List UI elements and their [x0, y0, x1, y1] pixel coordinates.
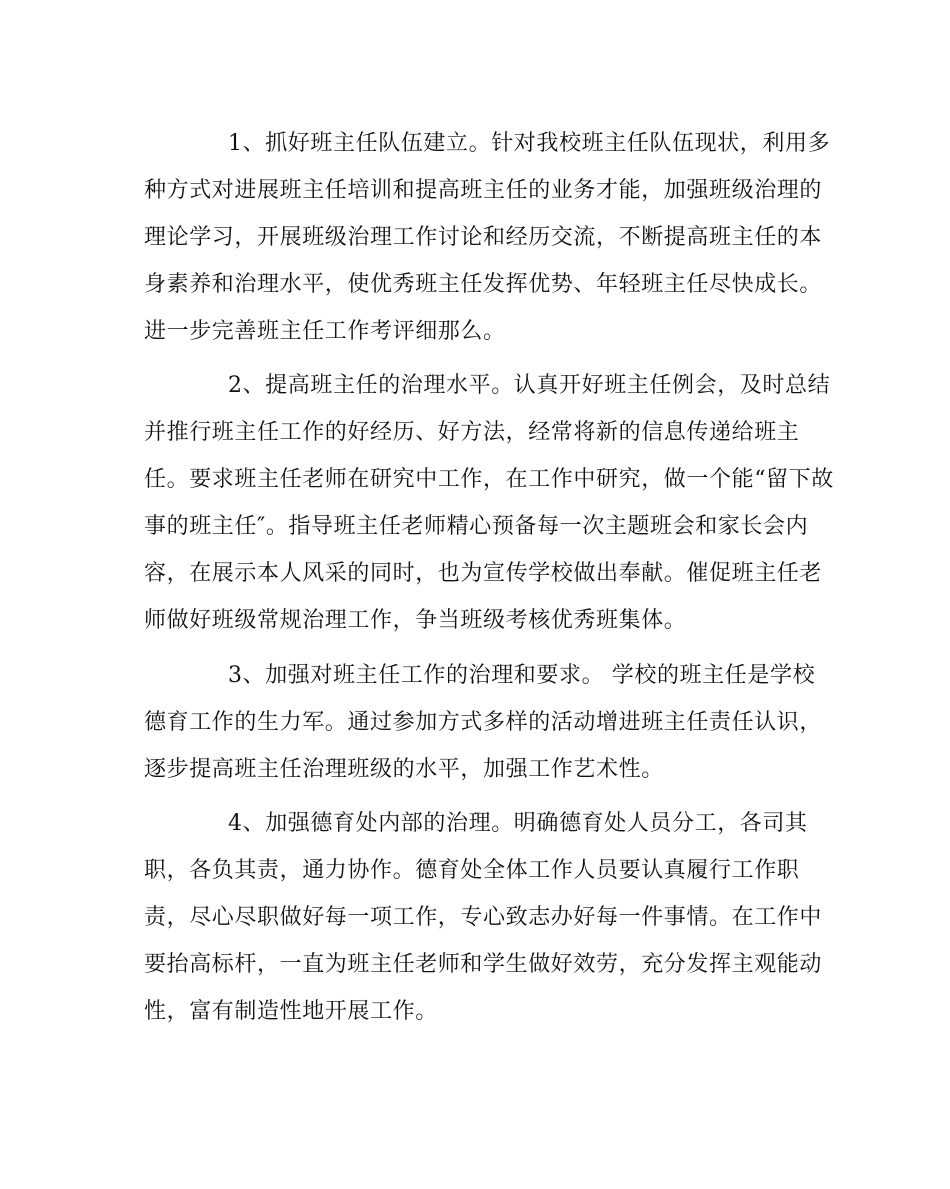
paragraph-4-line-3: 责，尽心尽职做好每一项工作，专心致志办好每一件事情。在工作中	[144, 905, 823, 930]
paragraph-3-line-2: 德育工作的生力军。通过参加方式多样的活动增进班主任责任认识，	[144, 710, 823, 735]
paragraph-2-line-4: 事的班主任″。指导班主任老师精心预备每一次主题班会和家长会内	[144, 514, 809, 539]
paragraph-1-line-4: 身素养和治理水平，使优秀班主任发挥优势、年轻班主任尽快成长。	[144, 272, 823, 297]
paragraph-4-line-5: 性，富有制造性地开展工作。	[144, 999, 438, 1024]
paragraph-2-line-2: 并推行班主任工作的好经历、好方法，经常将新的信息传递给班主	[144, 420, 800, 445]
paragraph-2-line-3: 任。要求班主任老师在研究中工作，在工作中研究，做一个能“留下故	[144, 467, 834, 492]
paragraph-3-line-3: 逐步提高班主任治理班级的水平，加强工作艺术性。	[144, 757, 664, 782]
paragraph-2-line-5: 容，在展示本人风采的同时，也为宣传学校做出奉献。催促班主任老	[144, 561, 823, 586]
paragraph-1-line-3: 理论学习，开展班级治理工作讨论和经历交流，不断提高班主任的本	[144, 225, 823, 250]
paragraph-4-line-4: 要抬高标杆，一直为班主任老师和学生做好效劳，充分发挥主观能动	[144, 952, 823, 977]
paragraph-3-line-1: 3、加强对班主任工作的治理和要求。 学校的班主任是学校	[228, 663, 816, 688]
paragraph-1-line-5: 进一步完善班主任工作考评细那么。	[144, 319, 506, 344]
paragraph-2-line-1: 2、提高班主任的治理水平。认真开好班主任例会，及时总结	[228, 373, 831, 398]
paragraph-2-line-6: 师做好班级常规治理工作，争当班级考核优秀班集体。	[144, 608, 687, 633]
paragraph-1-line-2: 种方式对进展班主任培训和提高班主任的业务才能，加强班级治理的	[144, 178, 823, 203]
paragraph-4-line-2: 职，各负其责，通力协作。德育处全体工作人员要认真履行工作职	[144, 858, 800, 883]
paragraph-1-line-1: 1、抓好班主任队伍建立。针对我校班主任队伍现状，利用多	[228, 131, 831, 156]
paragraph-4-line-1: 4、加强德育处内部的治理。明确德育处人员分工，各司其	[228, 811, 808, 836]
